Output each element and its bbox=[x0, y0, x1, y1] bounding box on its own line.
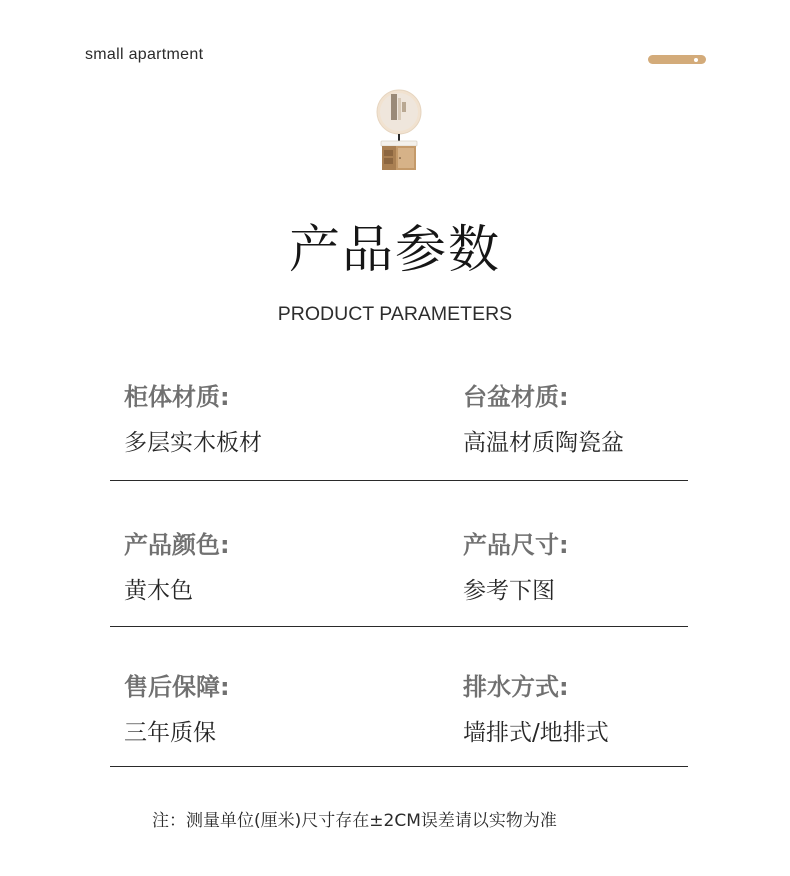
param-row bbox=[110, 530, 688, 627]
page-title: 产品参数 bbox=[288, 221, 501, 280]
param-value: 黄木色 bbox=[124, 578, 193, 604]
param-value: 墙排式/地排式 bbox=[463, 720, 609, 746]
measurement-note: 注：测量单位(厘米)尺寸存在±2CM误差请以实物为准 bbox=[152, 811, 557, 831]
param-label: 售后保障: bbox=[124, 673, 230, 701]
param-cabinet-material bbox=[124, 382, 262, 458]
param-product-color bbox=[124, 530, 230, 606]
param-value: 多层实木板材 bbox=[124, 430, 262, 456]
param-label: 产品颜色: bbox=[124, 531, 230, 559]
bathroom-cabinet-mirror-icon bbox=[371, 88, 427, 176]
brand-text: small apartment bbox=[85, 46, 204, 63]
param-value: 三年质保 bbox=[124, 720, 216, 746]
param-row bbox=[110, 672, 688, 767]
param-label: 产品尺寸: bbox=[463, 531, 569, 559]
param-product-size bbox=[463, 530, 569, 606]
decorative-pill bbox=[648, 55, 706, 64]
param-label: 柜体材质: bbox=[124, 383, 230, 411]
param-drainage bbox=[463, 672, 609, 748]
page-subtitle: PRODUCT PARAMETERS bbox=[277, 303, 513, 325]
param-basin-material bbox=[463, 382, 624, 458]
param-label: 排水方式: bbox=[463, 673, 569, 701]
param-after-sales bbox=[124, 672, 230, 748]
param-label: 台盆材质: bbox=[463, 383, 569, 411]
param-row bbox=[110, 382, 688, 481]
pill-dot bbox=[694, 58, 698, 62]
param-value: 参考下图 bbox=[463, 578, 555, 604]
param-value: 高温材质陶瓷盆 bbox=[463, 430, 624, 456]
